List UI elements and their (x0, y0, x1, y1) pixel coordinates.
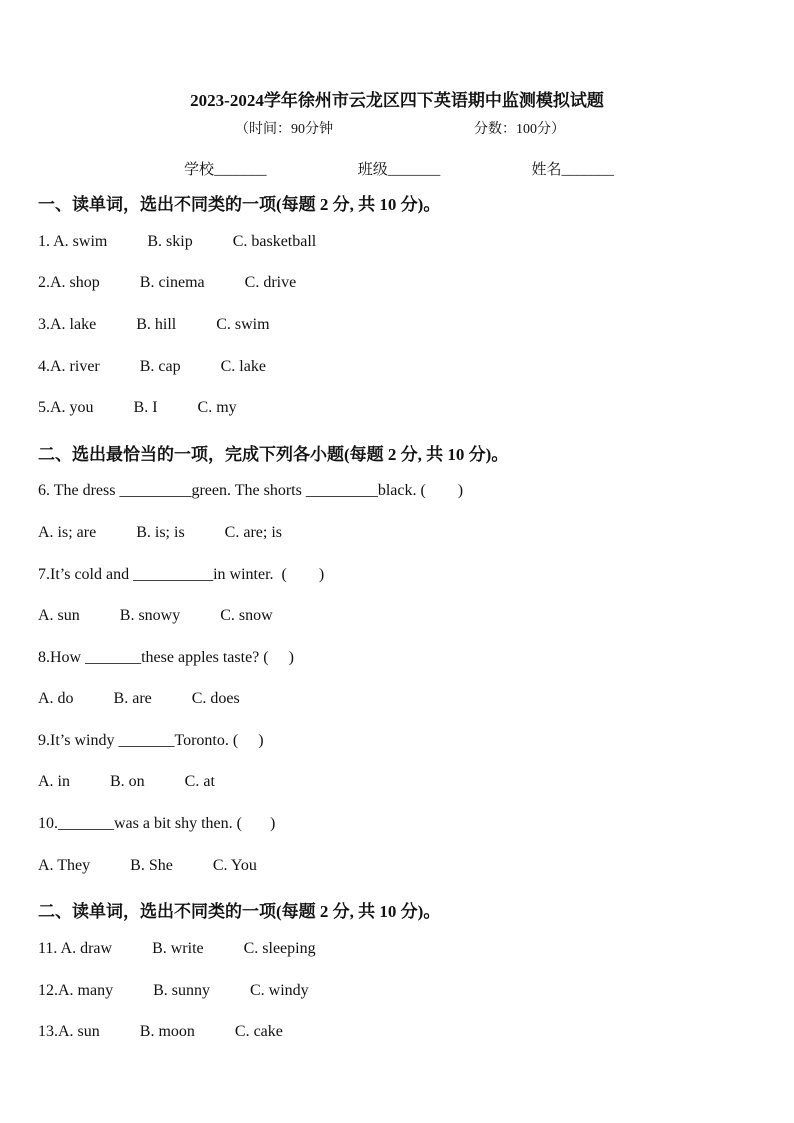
page-title: 2023-2024学年徐州市云龙区四下英语期中监测模拟试题 (190, 91, 604, 110)
section-heading: 二、选出最恰当的一项，完成下列各小题(每题 2 分, 共 10 分)。 (38, 445, 509, 464)
question-line: 3.A. lake B. hill C. swim (38, 316, 270, 333)
question-line: 5.A. you B. I C. my (38, 399, 237, 416)
question-line: 13.A. sun B. moon C. cake (38, 1023, 283, 1040)
options-line: A. in B. on C. at (38, 773, 215, 790)
question-line: 2.A. shop B. cinema C. drive (38, 274, 297, 291)
options-line: A. do B. are C. does (38, 690, 240, 707)
class-field: 班级_______ (357, 162, 441, 178)
question-line: 10._______was a bit shy then. ( ) (38, 815, 276, 832)
options-line: A. is; are B. is; is C. are; is (38, 524, 282, 541)
question-line: 6. The dress _________green. The shorts _________black. ( ) (38, 482, 464, 499)
school-field: 学校_______ (184, 162, 267, 178)
question-line: 1. A. swim B. skip C. basketball (38, 233, 317, 250)
question-line: 8.How _______these apples taste? ( ) (38, 649, 294, 666)
question-line: 4.A. river B. cap C. lake (38, 358, 266, 375)
student-info (184, 158, 614, 179)
question-line: 12.A. many B. sunny C. windy (38, 982, 309, 999)
section-heading: 二、读单词，选出不同类的一项(每题 2 分, 共 10 分)。 (38, 902, 441, 921)
exam-meta (235, 118, 565, 138)
section-heading: 一、读单词，选出不同类的一项(每题 2 分, 共 10 分)。 (38, 195, 441, 214)
name-field: 姓名_______ (531, 162, 614, 178)
question-line: 7.It’s cold and __________in winter. ( ) (38, 566, 325, 583)
options-line: A. They B. She C. You (38, 857, 257, 874)
options-line: A. sun B. snowy C. snow (38, 607, 273, 624)
question-line: 11. A. draw B. write C. sleeping (38, 940, 316, 957)
time-label: （时间：90分钟 (235, 122, 333, 137)
score-label: 分数：100分） (474, 122, 565, 137)
question-line: 9.It’s windy _______Toronto. ( ) (38, 732, 264, 749)
